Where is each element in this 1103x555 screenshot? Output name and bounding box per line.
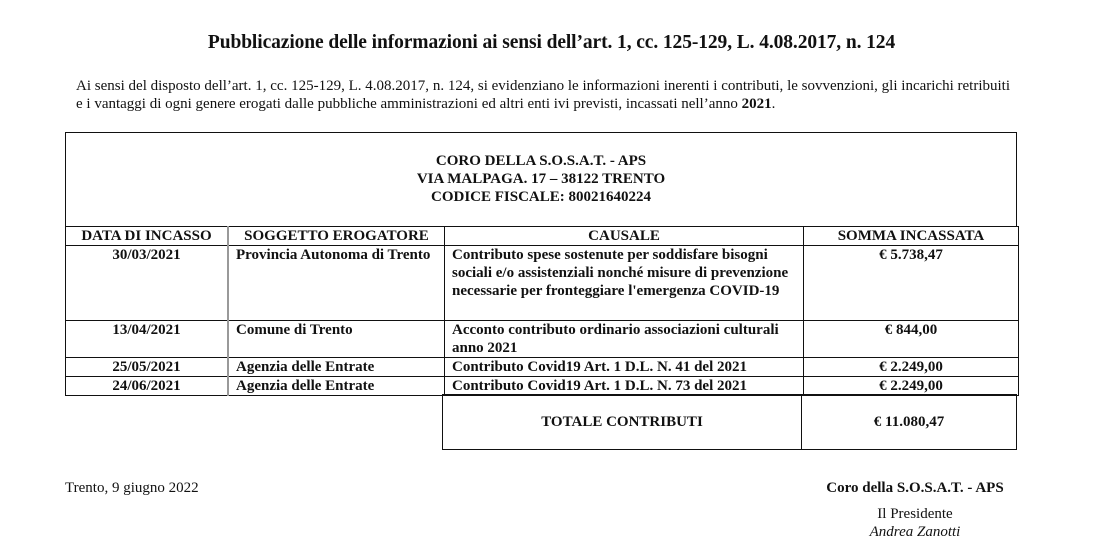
cell-amount: € 2.249,00 <box>804 358 1019 377</box>
total-box <box>442 394 1017 450</box>
organization-name: CORO DELLA S.O.S.A.T. - APS <box>435 153 647 169</box>
intro-text: Ai sensi del disposto dell’art. 1, cc. 125-129, L. 4.08.2017, n. 124, si evidenziano le informazioni inerenti i contributi, le sovvenzioni, gli incarichi retribuiti e i vantaggi di ogni genere erogati dalle pubbliche amministrazioni ed altri enti ivi previsti, incassati nell’anno <box>76 78 1010 112</box>
column-header-amount: SOMMA INCASSATA <box>804 227 1019 246</box>
cell-amount: € 844,00 <box>804 321 1019 358</box>
cell-date: 24/06/2021 <box>66 377 229 396</box>
column-header-date: DATA DI INCASSO <box>66 227 229 246</box>
cell-amount: € 5.738,47 <box>804 246 1019 321</box>
cell-date: 30/03/2021 <box>66 246 229 321</box>
cell-date: 25/05/2021 <box>66 358 229 377</box>
contributions-table <box>65 226 1019 396</box>
cell-reason: Contributo Covid19 Art. 1 D.L. N. 41 del 2021 <box>445 358 804 377</box>
cell-reason: Contributo spese sostenute per soddisfare bisogni sociali e/o assistenziali nonché misure di prevenzione necessarie per fronteggiare l'emergenza COVID-19 <box>445 246 804 321</box>
organization-address: VIA MALPAGA. 17 – 38122 TRENTO <box>416 171 666 187</box>
cell-payer: Comune di Trento <box>228 321 445 358</box>
column-header-payer: SOGGETTO EROGATORE <box>228 227 445 246</box>
document-title: Pubblicazione delle informazioni ai sensi dell’art. 1, cc. 125-129, L. 4.08.2017, n. 124 <box>207 32 896 53</box>
signature-role: Il Presidente <box>877 506 953 522</box>
organization-tax-code: CODICE FISCALE: 80021640224 <box>430 189 652 205</box>
cell-reason: Acconto contributo ordinario associazioni culturali anno 2021 <box>445 321 804 358</box>
column-header-reason: CAUSALE <box>445 227 804 246</box>
place-and-date: Trento, 9 giugno 2022 <box>65 480 199 496</box>
table-row <box>66 358 1019 377</box>
cell-date: 13/04/2021 <box>66 321 229 358</box>
cell-amount: € 2.249,00 <box>804 377 1019 396</box>
table-row <box>66 321 1019 358</box>
signature-name: Andrea Zanotti <box>869 524 961 540</box>
intro-end: . <box>771 96 776 112</box>
intro-paragraph <box>76 77 1010 113</box>
organization-header-box <box>65 132 1017 227</box>
total-label: TOTALE CONTRIBUTI <box>541 414 703 430</box>
cell-payer: Agenzia delle Entrate <box>228 358 445 377</box>
cell-payer: Provincia Autonoma di Trento <box>228 246 445 321</box>
cell-reason: Contributo Covid19 Art. 1 D.L. N. 73 del 2021 <box>445 377 804 396</box>
intro-year: 2021 <box>741 96 772 112</box>
cell-payer: Agenzia delle Entrate <box>228 377 445 396</box>
signature-organization: Coro della S.O.S.A.T. - APS <box>826 480 1004 496</box>
organization-info <box>66 152 1016 206</box>
table-row <box>66 246 1019 321</box>
table-header-row <box>66 227 1019 246</box>
table-row <box>66 377 1019 396</box>
total-value: € 11.080,47 <box>873 414 945 430</box>
